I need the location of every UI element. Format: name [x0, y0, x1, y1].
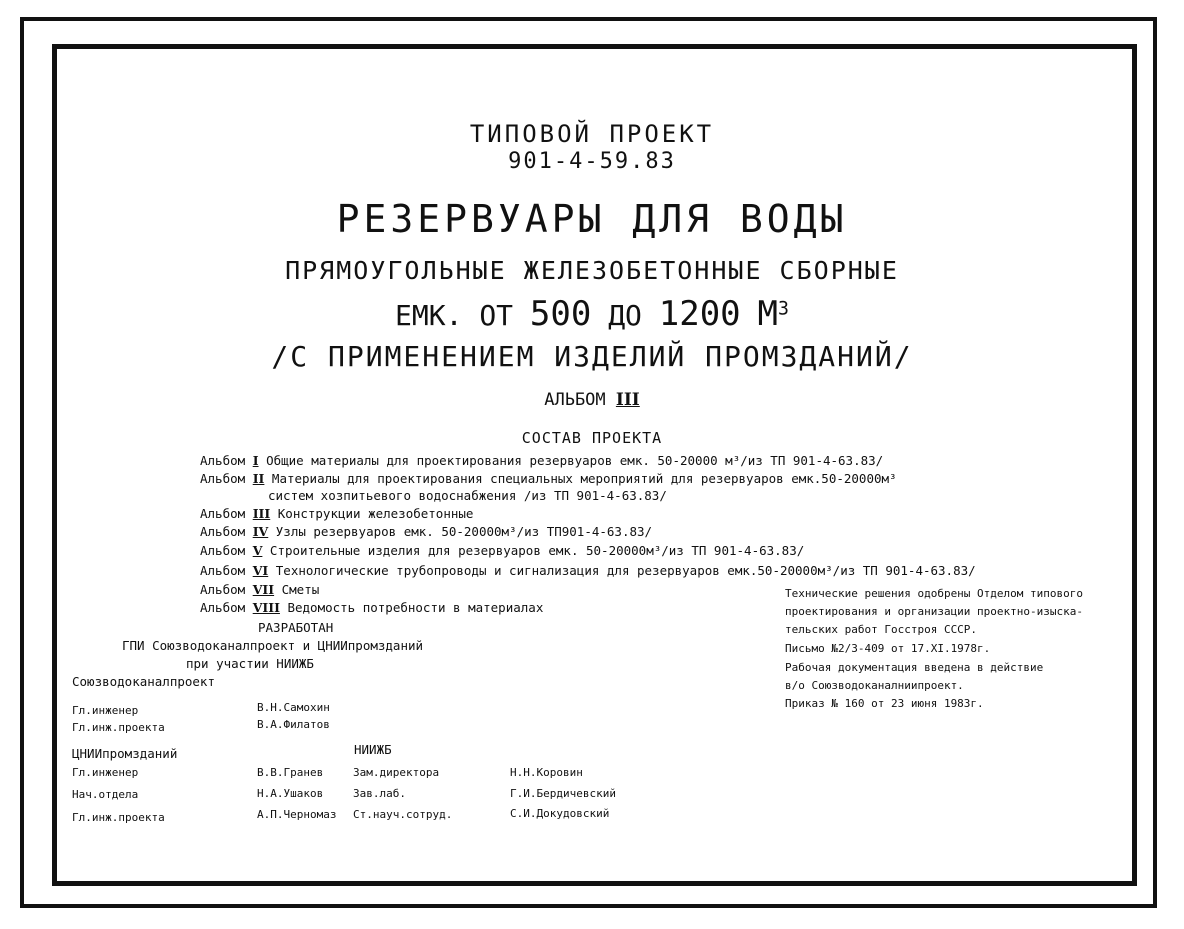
album-item	[200, 565, 976, 578]
staff-org-3: НИИЖБ	[354, 742, 392, 757]
album-item-number: VIII	[252, 600, 280, 615]
staff-role-2: Ст.науч.сотруд.	[353, 808, 453, 821]
staff-name: В.В.Гранев	[257, 766, 324, 779]
album-line	[0, 392, 1184, 409]
album-item-number: VII	[252, 582, 275, 597]
approval-line: Рабочая документация введена в действие	[785, 661, 1044, 674]
capacity-exponent: 3	[778, 298, 789, 320]
album-item-number: I	[252, 453, 259, 468]
composition-heading: СОСТАВ ПРОЕКТА	[521, 429, 663, 447]
staff-role: Гл.инженер	[72, 704, 139, 717]
album-item	[200, 545, 804, 558]
document-title: РЕЗЕРВУАРЫ ДЛЯ ВОДЫ	[336, 197, 848, 241]
album-item-label: Альбом	[200, 582, 246, 597]
album-item-label: Альбом	[200, 563, 246, 578]
staff-name: В.А.Филатов	[257, 718, 330, 731]
album-item-number: III	[252, 506, 271, 521]
staff-role: Нач.отдела	[72, 788, 139, 801]
album-item	[200, 508, 473, 521]
album-item	[200, 584, 319, 597]
album-item-number: V	[252, 543, 263, 558]
album-item-text: Общие материалы для проектирования резервуаров емк. 50-20000 м³/из ТП 901-4-63.83/	[266, 453, 884, 468]
album-item	[200, 602, 543, 615]
staff-role-2: Зав.лаб.	[353, 787, 406, 800]
approval-line: Письмо №2/3-409 от 17.XI.1978г.	[785, 642, 991, 655]
project-number: 901-4-59.83	[508, 149, 676, 174]
album-item-label: Альбом	[200, 600, 246, 615]
document-subtitle: ПРЯМОУГОЛЬНЫЕ ЖЕЛЕЗОБЕТОННЫЕ СБОРНЫЕ	[285, 256, 899, 285]
staff-role: Гл.инженер	[72, 766, 139, 779]
capacity-to: 1200	[658, 294, 741, 334]
album-item-text: Ведомость потребности в материалах	[287, 600, 544, 615]
album-item-number: II	[252, 471, 265, 486]
application-note: /С ПРИМЕНЕНИЕМ ИЗДЕЛИЙ ПРОМЗДАНИЙ/	[271, 340, 913, 373]
album-item-text: Материалы для проектирования специальных мероприятий для резервуаров емк.50-20000м³	[271, 471, 897, 486]
type-project-label: ТИПОВОЙ ПРОЕКТ	[469, 120, 715, 148]
staff-role: Гл.инж.проекта	[72, 721, 165, 734]
staff-org-2: ЦНИИпромзданий	[72, 746, 178, 761]
staff-name: В.Н.Самохин	[257, 701, 330, 714]
capacity-mid: ДО	[608, 299, 642, 332]
capacity-prefix: ЕМК. ОТ	[395, 299, 514, 332]
approval-line: Приказ № 160 от 23 июня 1983г.	[785, 697, 984, 710]
album-item-number: VI	[252, 563, 269, 578]
album-item-label: Альбом	[200, 506, 246, 521]
album-item-text: Строительные изделия для резервуаров емк. 50-20000м³/из ТП 901-4-63.83/	[269, 543, 805, 558]
staff-name-2: Н.Н.Коровин	[510, 766, 583, 779]
developer-line-1: ГПИ Союзводоканалпроект и ЦНИИпромзданий	[122, 638, 424, 653]
approval-line: в/о Союзводоканалниипроект.	[785, 679, 964, 692]
capacity-from: 500	[529, 294, 592, 334]
album-label: АЛЬБОМ	[544, 390, 606, 410]
developed-label: РАЗРАБОТАН	[258, 620, 334, 635]
album-item-text: Сметы	[281, 582, 320, 597]
album-item-continuation: систем хозпитьевого водоснабжения /из ТП 901-4-63.83/	[268, 488, 667, 503]
capacity-line	[0, 294, 1184, 334]
album-item	[200, 455, 883, 468]
album-item-label: Альбом	[200, 543, 246, 558]
album-item-label: Альбом	[200, 524, 246, 539]
staff-name-2: С.И.Докудовский	[510, 807, 610, 820]
album-item-label: Альбом	[200, 471, 246, 486]
album-number: III	[615, 390, 640, 410]
album-item-label: Альбом	[200, 453, 246, 468]
album-item	[200, 526, 652, 539]
album-item	[200, 473, 897, 486]
developer-org-1: Союзводоканалпроект	[72, 674, 215, 689]
staff-role: Гл.инж.проекта	[72, 811, 165, 824]
album-item-number: IV	[252, 524, 269, 539]
album-item-text: Технологические трубопроводы и сигнализация для резервуаров емк.50-20000м³/из ТП 901-4-63.83/	[275, 563, 976, 578]
staff-name-2: Г.И.Бердичевский	[510, 787, 616, 800]
staff-role-2: Зам.директора	[353, 766, 440, 779]
album-item-text: Конструкции железобетонные	[277, 506, 474, 521]
album-item-text: Узлы резервуаров емк. 50-20000м³/из ТП901-4-63.83/	[275, 524, 653, 539]
approval-line: Технические решения одобрены Отделом типового	[785, 587, 1084, 600]
approval-line: тельских работ Госстроя СССР.	[785, 623, 978, 636]
staff-name: А.П.Черномаз	[257, 808, 337, 821]
developer-line-2: при участии НИИЖБ	[186, 656, 314, 671]
approval-line: проектирования и организации проектно-изыска-	[785, 605, 1084, 618]
capacity-unit: М	[757, 294, 778, 334]
staff-name: Н.А.Ушаков	[257, 787, 324, 800]
